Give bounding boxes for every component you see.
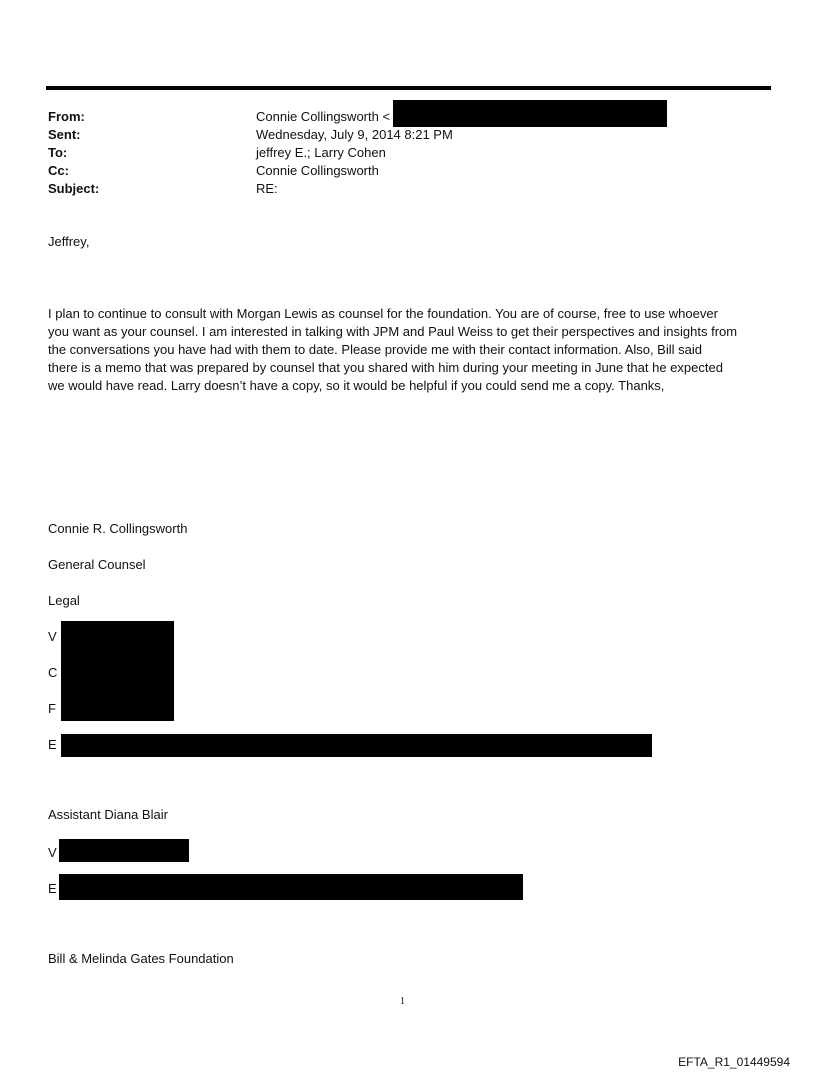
sent-label: Sent: (48, 127, 81, 142)
assistant-name: Assistant Diana Blair (48, 807, 168, 822)
body-line: the conversations you have had with them to date. Please provide me with their contact information. Also, Bill said (48, 342, 702, 357)
to-value: jeffrey E.; Larry Cohen (256, 145, 386, 160)
to-label: To: (48, 145, 68, 160)
redaction-block (59, 839, 189, 862)
body-line: we would have read. Larry doesn’t have a copy, so it would be helpful if you could send me a copy. Thanks, (48, 378, 665, 393)
bates-number: EFTA_R1_01449594 (678, 1055, 790, 1069)
body-paragraph (48, 305, 778, 395)
redaction-block (393, 100, 667, 127)
from-label: From: (48, 109, 85, 124)
header-rule (46, 86, 771, 90)
signature-f-prefix: F (48, 701, 56, 716)
signature-title: General Counsel (48, 557, 146, 572)
redaction-block (61, 621, 174, 721)
cc-label: Cc: (48, 163, 69, 178)
sent-value: Wednesday, July 9, 2014 8:21 PM (256, 127, 453, 142)
subject-label: Subject: (48, 181, 100, 196)
body-line: I plan to continue to consult with Morgan Lewis as counsel for the foundation. You are of course, free to use whoever (48, 306, 718, 321)
signature-name: Connie R. Collingsworth (48, 521, 188, 536)
greeting: Jeffrey, (48, 234, 90, 249)
body-line: you want as your counsel. I am interested in talking with JPM and Paul Weiss to get their perspectives and insights from (48, 324, 738, 339)
from-value: Connie Collingsworth < (256, 109, 391, 124)
assistant-v-prefix: V (48, 845, 57, 860)
redaction-block (61, 734, 652, 757)
cc-value: Connie Collingsworth (256, 163, 379, 178)
page-number: 1 (400, 996, 405, 1007)
body-line: there is a memo that was prepared by counsel that you shared with him during your meeting in June that he expected (48, 360, 723, 375)
organization-name: Bill & Melinda Gates Foundation (48, 951, 234, 966)
subject-value: RE: (256, 181, 278, 196)
assistant-e-prefix: E (48, 881, 57, 896)
redaction-block (59, 874, 523, 900)
signature-v-prefix: V (48, 629, 57, 644)
signature-e-prefix: E (48, 737, 57, 752)
signature-dept: Legal (48, 593, 80, 608)
signature-c-prefix: C (48, 665, 58, 680)
